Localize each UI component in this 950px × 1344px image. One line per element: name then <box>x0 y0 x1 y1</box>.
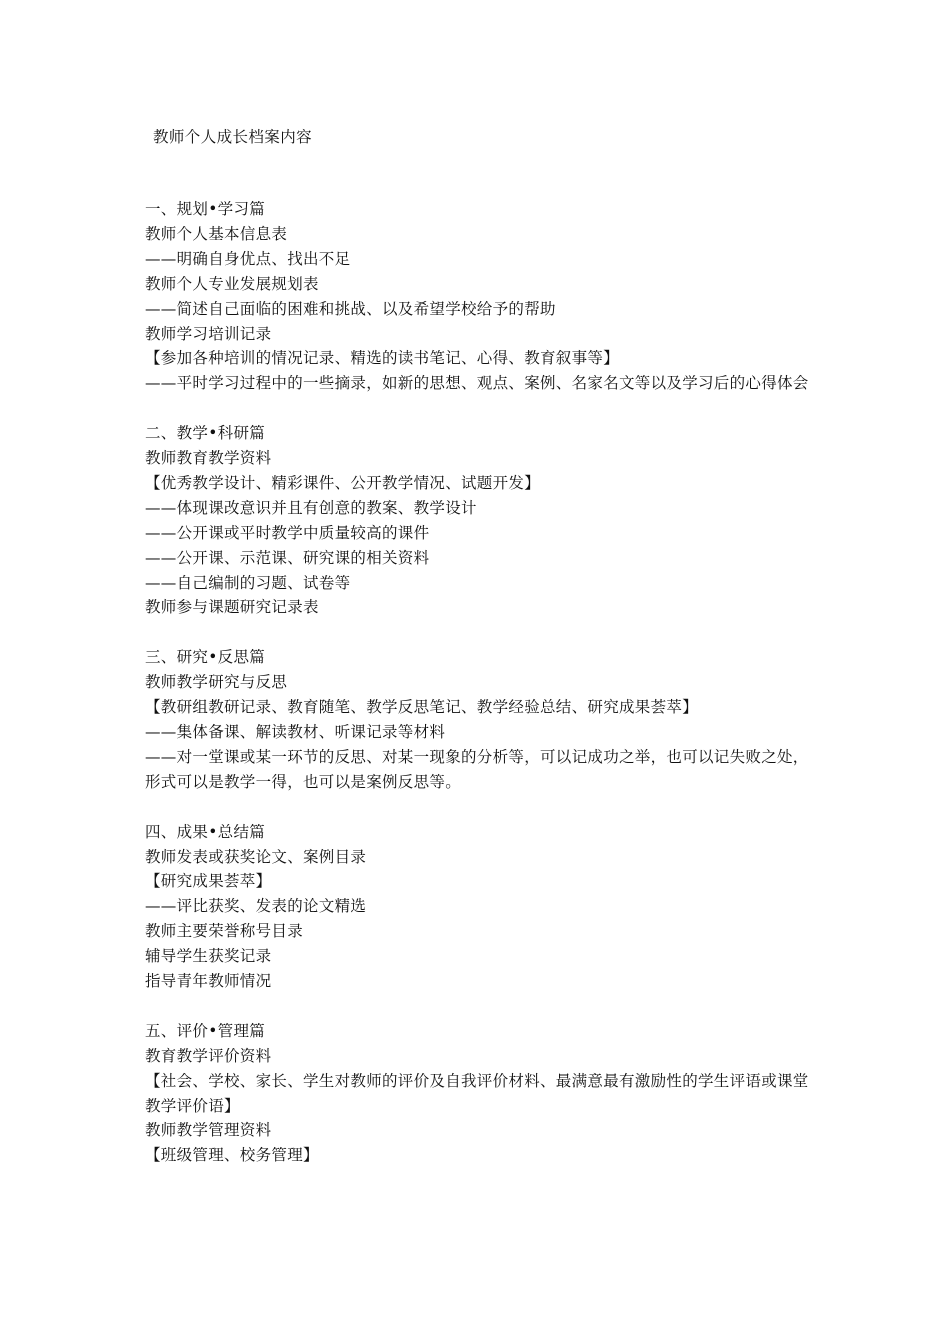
list-item: 教师教学管理资料 <box>145 1121 272 1140</box>
list-item: 【参加各种培训的情况记录、精选的读书笔记、心得、教育叙事等】 <box>145 349 620 368</box>
list-item: 教师个人专业发展规划表 <box>145 274 319 293</box>
list-item: ——集体备课、解读教材、听课记录等材料 <box>145 723 446 741</box>
list-item: 【教研组教研记录、教育随笔、教学反思笔记、教学经验总结、研究成果荟萃】 <box>145 698 699 717</box>
list-item: ——体现课改意识并且有创意的教案、教学设计 <box>145 498 477 517</box>
list-item: 辅导学生获奖记录 <box>145 947 272 966</box>
list-item: ——公开课或平时教学中质量较高的课件 <box>145 523 430 542</box>
list-item: ——简述自己面临的困难和挑战、以及希望学校给予的帮助 <box>145 299 556 318</box>
section-teaching-research <box>145 421 815 620</box>
list-item: 【优秀教学设计、精彩课件、公开教学情况、试题开发】 <box>145 473 541 492</box>
list-item: 教师发表或获奖论文、案例目录 <box>145 847 367 866</box>
document-title: 教师个人成长档案内容 <box>153 128 313 146</box>
section-heading: 三、研究•反思篇 <box>145 648 266 667</box>
section-achievement-summary <box>145 820 815 994</box>
list-item: 教师参与课题研究记录表 <box>145 598 319 617</box>
section-heading: 一、规划•学习篇 <box>145 200 266 218</box>
list-item: ——明确自身优点、找出不足 <box>145 249 351 268</box>
list-item: 教师个人基本信息表 <box>145 224 288 243</box>
list-item: ——自己编制的习题、试卷等 <box>145 573 351 592</box>
list-item: 指导青年教师情况 <box>145 972 272 991</box>
list-item: 教育教学评价资料 <box>145 1046 272 1065</box>
section-research-reflection <box>145 645 815 794</box>
list-item: ——公开课、示范课、研究课的相关资料 <box>145 548 430 567</box>
list-item: ——平时学习过程中的一些摘录，如新的思想、观点、案例、名家名文等以及学习后的心得体会 <box>145 374 809 393</box>
list-item: ——对一堂课或某一环节的反思、对某一现象的分析等，可以记成功之举，也可以记失败之处，形式可以是教学一得，也可以是案例反思等。 <box>145 747 809 791</box>
list-item: 教师学习培训记录 <box>145 324 272 343</box>
list-item: 【社会、学校、家长、学生对教师的评价及自我评价材料、最满意最有激励性的学生评语或课堂教学评价语】 <box>145 1071 809 1115</box>
section-heading: 五、评价•管理篇 <box>145 1021 266 1040</box>
section-heading: 二、教学•科研篇 <box>145 424 266 443</box>
section-heading: 四、成果•总结篇 <box>145 822 266 841</box>
list-item: ——评比获奖、发表的论文精选 <box>145 897 367 916</box>
section-evaluation-management <box>145 1019 815 1168</box>
section-planning-learning <box>145 197 815 396</box>
list-item: 【研究成果荟萃】 <box>145 872 272 891</box>
document-body <box>145 197 815 1193</box>
list-item: 【班级管理、校务管理】 <box>145 1146 319 1165</box>
list-item: 教师教学研究与反思 <box>145 673 288 692</box>
list-item: 教师主要荣誉称号目录 <box>145 922 304 941</box>
list-item: 教师教育教学资料 <box>145 449 272 468</box>
